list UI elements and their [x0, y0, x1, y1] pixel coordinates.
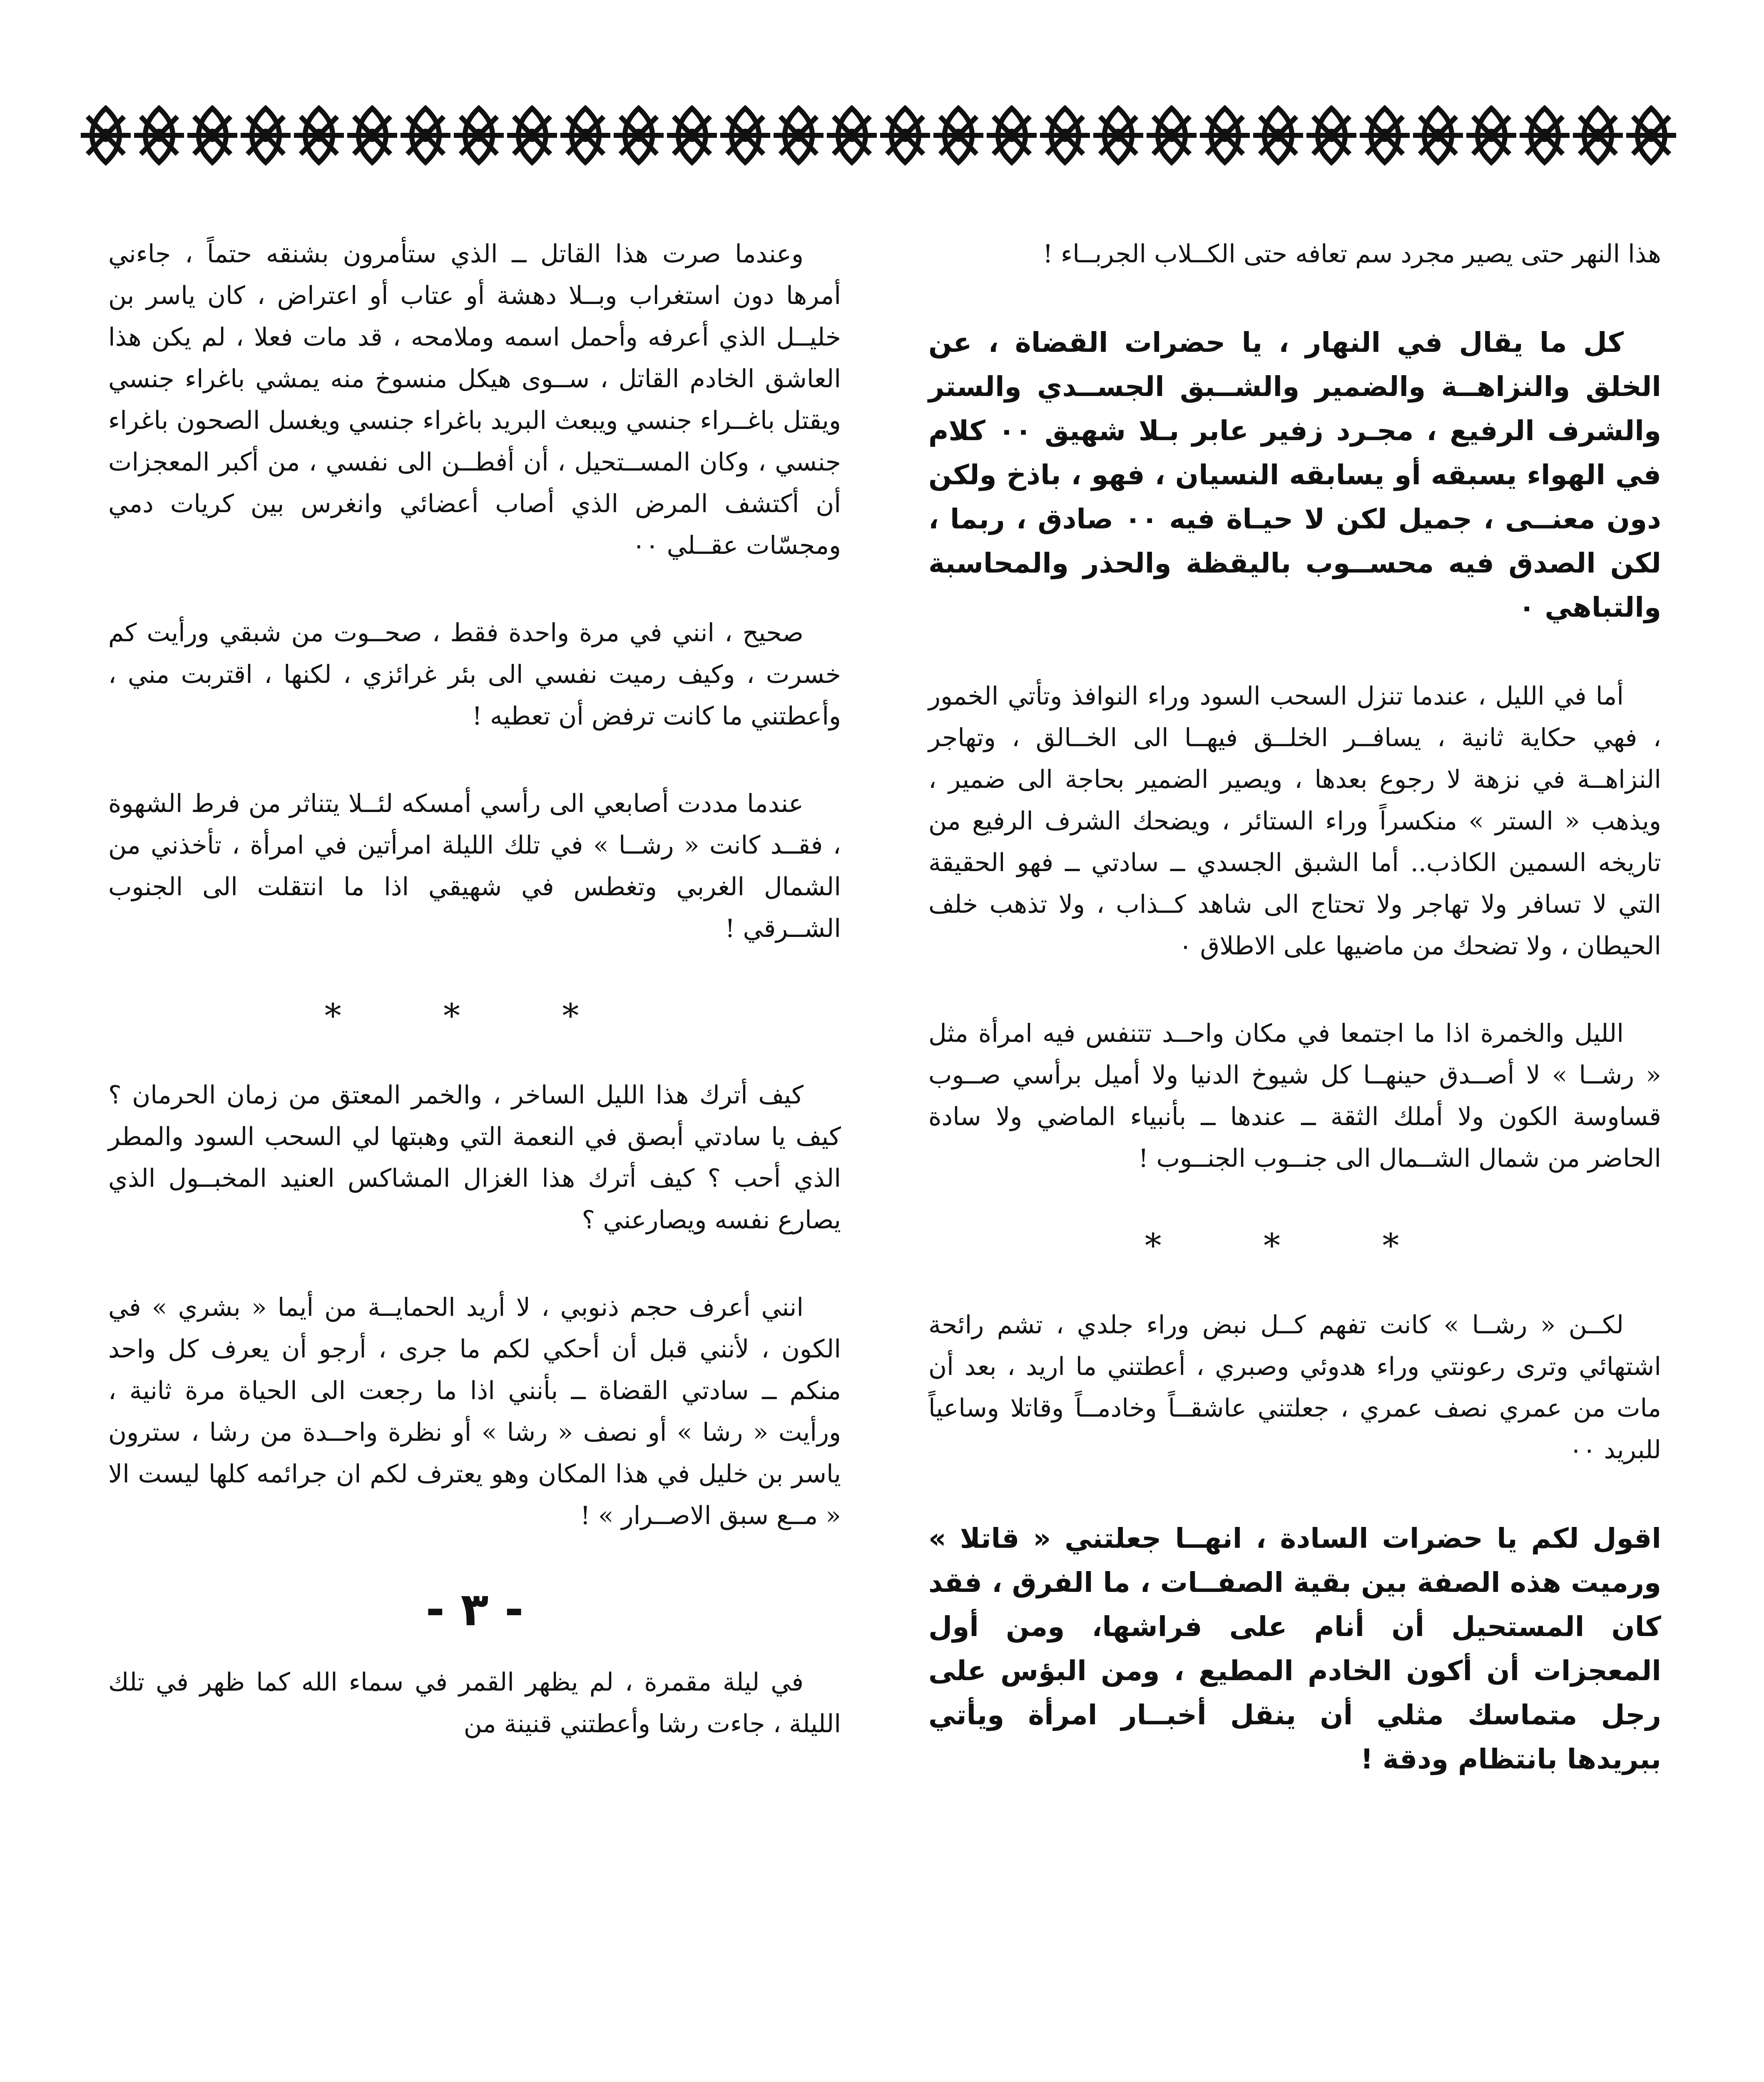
ornament-motif [1147, 108, 1197, 162]
ornament-motif [187, 108, 237, 162]
paragraph: عندما مددت أصابعي الى رأسي أمسكه لئــلا يتناثر من فرط الشهوة ، فقــد كانت « رشــا » في تلك الليلة امرأتين في امرأة ، تأخذني من الشمال الغربي وتغطس في شهيقي اذا ما انتقلت الى الجنوب الشــرقي ! [108, 789, 841, 943]
paragraph: اقول لكم يا حضرات السادة ، انهــا جعلتني « قاتلا » ورميت هذه الصفة بين بقية الصفــات ، ما الفرق ، فقد كان المستحيل أن أنام على فراشها، ومن أول المعجزات أن أكون الخادم المطيع ، ومن البؤس على رجل متماسك مثلي أن ينقل أخبــار امرأة ويأتي ببريدها بانتظام ودقة ! [928, 1522, 1661, 1775]
section-divider-stars: * * * [324, 996, 625, 1035]
ornament-motif [1466, 108, 1516, 162]
ornament-motif [1360, 108, 1410, 162]
paragraph: الليل والخمرة اذا ما اجتمعا في مكان واحــد تتنفس فيه امرأة مثل « رشــا » لا أصــدق حينهــا كل شيوخ الدنيا ولا أميل برأسي صــوب قساوسة الكون ولا أملك الثقة ــ عندها ــ بأنبياء الماضي ولا سادة الحاضر من شمال الشــمال الى جنــوب الجنــوب ! [928, 1019, 1661, 1173]
paragraph: صحيح ، انني في مرة واحدة فقط ، صحــوت من شبقي ورأيت كم خسرت ، وكيف رميت نفسي الى بئر غرائزي ، لكنها ، اقتربت مني ، وأعطتني ما كانت ترفض أن تعطيه ! [108, 618, 841, 731]
ornament-motif [614, 108, 664, 162]
section-number: - ٣ - [425, 1583, 524, 1636]
ornament-motif [560, 108, 610, 162]
ornament-motif [667, 108, 717, 162]
left-text-column [108, 233, 841, 1791]
ornament-motif [987, 108, 1037, 162]
ornament-motif [933, 108, 983, 162]
paragraph: انني أعرف حجم ذنوبي ، لا أريد الحمايــة من أيما « بشري » في الكون ، لأنني قبل أن أحكي لكم ما جرى ، أرجو أن يعرف كل واحد منكم ــ سادتي القضاة ــ بأنني اذا ما رجعت الى الحياة مرة ثانية ، ورأيت « رشا » أو نصف « رشا » أو نظرة واحــدة من رشا ، سترون ياسر بن خليل في هذا المكان وهو يعترف لكم ان جرائمه كلها ليست الا « مــع سبق الاصــرار » ! [108, 1293, 841, 1530]
ornament-motif [774, 108, 824, 162]
paragraph: وعندما صرت هذا القاتل ــ الذي ستأمرون بشنقه حتماً ، جاءني أمرها دون استغراب وبــلا دهشة أو عتاب أو اعتراض ، كان ياسر بن خليــل الذي أعرفه وأحمل اسمه وملامحه ، قد مات فعلا ، لم يكن هذا العاشق الخادم القاتل ، ســوى هيكل منسوخ منه يمشي باغراء جنسي ويقتل باغــراء جنسي ويبعث البريد باغراء جنسي ويغسل الصحون باغراء جنسي ، وكان المســتحيل ، أن أفطــن الى نفسي ، من أكبر المعجزات أن أكتشف المرض الذي أصاب أعضائي وانغرس بين كريات دمي ومجسّات عقــلي ٠٠ [108, 239, 841, 560]
ornament-motif [720, 108, 770, 162]
paragraph: في ليلة مقمرة ، لم يظهر القمر في سماء الله كما ظهر في تلك الليلة ، جاءت رشا وأعطتني قنينة من [108, 1668, 841, 1738]
ornament-motif [1306, 108, 1356, 162]
ornament-motif [1520, 108, 1570, 162]
section-divider-stars: * * * [1144, 1226, 1445, 1265]
ornament-motif [134, 108, 184, 162]
paragraph: كيف أترك هذا الليل الساخر ، والخمر المعتق من زمان الحرمان ؟ كيف يا سادتي أبصق في النعمة التي وهبتها لي السحب السود والمطر الذي أحب ؟ كيف أترك هذا الغزال المشاكس العنيد المخبــول الذي يصارع نفسه ويصارعني ؟ [108, 1081, 841, 1235]
paragraph: هذا النهر حتى يصير مجرد سم تعافه حتى الكــلاب الجربــاء ! [1042, 239, 1661, 269]
ornament-motif [401, 108, 450, 162]
ornament-motif [1253, 108, 1303, 162]
ornament-motif [241, 108, 291, 162]
ornament-motif [827, 108, 877, 162]
ornament-motif [507, 108, 557, 162]
ornament-motif [1093, 108, 1143, 162]
ornament-motif [1573, 108, 1623, 162]
ornament-motif [1040, 108, 1090, 162]
ornament-motif [454, 108, 504, 162]
paragraph: لكــن « رشــا » كانت تفهم كــل نبض وراء جلدي ، تشم رائحة اشتهائي وترى رعونتي وراء هدوئي وصبري ، أعطتني ما اريد ، بعد أن مات من عمري نصف عمري ، جعلتني عاشقــاً وخادمــاً وقاتلا وساعياً للبريد ٠٠ [928, 1310, 1661, 1464]
ornament-motif [1413, 108, 1463, 162]
ornament-motif [1626, 108, 1676, 162]
decorative-header-border [79, 100, 1686, 171]
ornament-motif [347, 108, 397, 162]
paragraph: أما في الليل ، عندما تنزل السحب السود وراء النوافذ وتأتي الخمور ، فهي حكاية ثانية ، يسافــر الخلــق فيهــا الى الخــالق ، وتهاجر النزاهــة في نزهة لا رجوع بعدها ، ويصير الضمير بحاجة الى ضمير ، ويذهب « الستر » منكسراً وراء الستائر ، ويضحك الشرف الرفيع من تاريخه السمين الكاذب.. أما الشبق الجسدي ــ سادتي ــ فهو الحقيقة التي لا تسافر ولا تهاجر ولا تحتاج الى شاهد كــذاب ، ولا تذهب خلف الحيطان ، ولا تضحك من ماضيها على الاطلاق ٠ [928, 682, 1661, 961]
ornament-motif [880, 108, 930, 162]
ornament-motif [81, 108, 131, 162]
ornament-motif [1200, 108, 1250, 162]
paragraph: كل ما يقال في النهار ، يا حضرات القضاة ، عن الخلق والنزاهــة والضمير والشــبق الجســدي والستر والشرف الرفيع ، مجـرد زفير عابر بـلا شهيق ٠٠ كلام في الهواء يسبقه أو يسابقه النسيان ، فهو ، باذخ ولكن دون معنــى ، جميل لكن لا حيـاة فيه ٠٠ صادق ، ربما ، لكن الصدق فيه محســوب باليقظة والحذر والمحاسبة والتباهي ٠ [928, 326, 1662, 623]
right-text-column [928, 233, 1661, 1827]
ornament-motif [294, 108, 344, 162]
